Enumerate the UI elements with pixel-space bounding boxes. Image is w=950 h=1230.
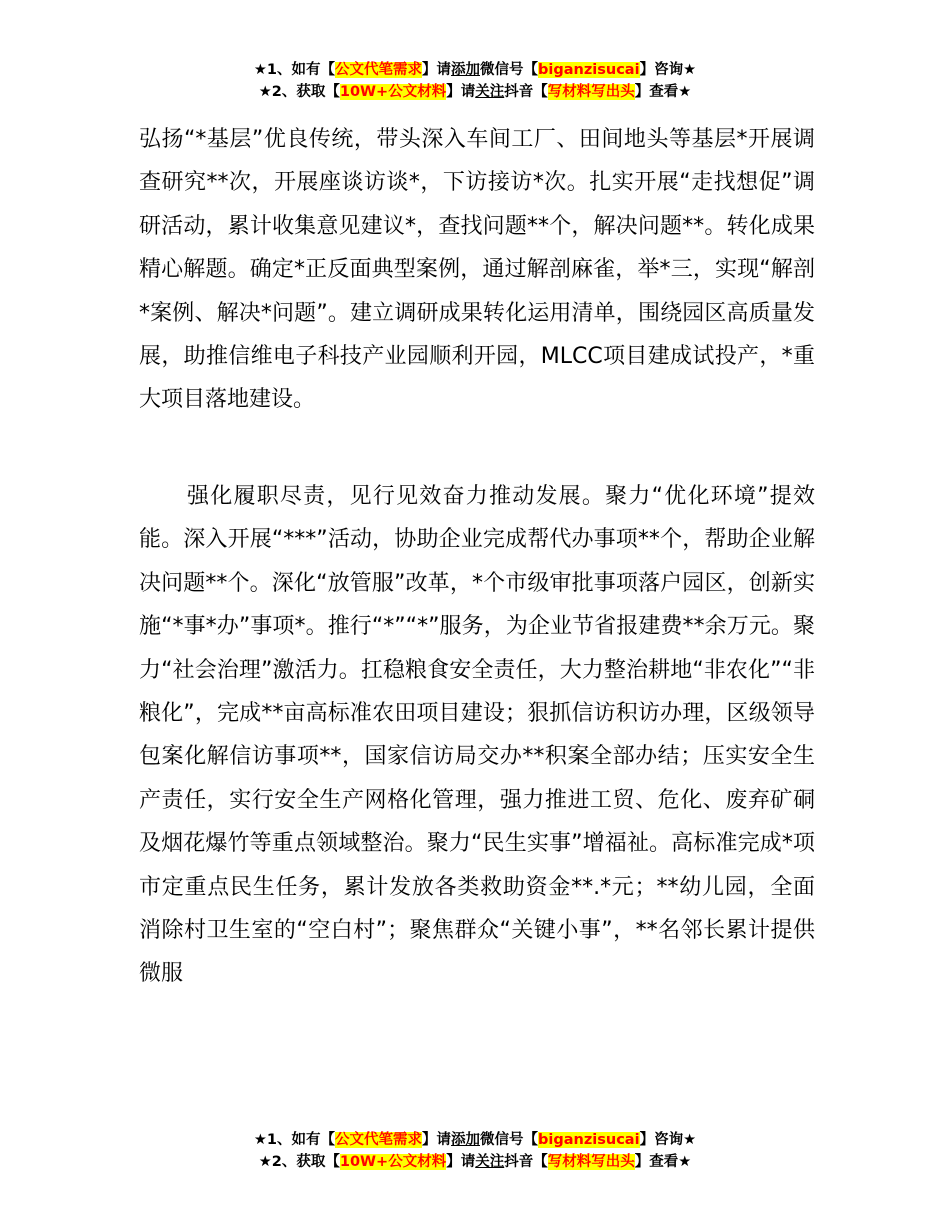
banner-underlined-text: 关注 bbox=[475, 1154, 505, 1170]
highlight-service: 公文代笔需求 bbox=[335, 1132, 423, 1148]
banner-underlined-text: 添加 bbox=[451, 62, 481, 78]
highlight-materials: 10W+公文材料 bbox=[339, 84, 447, 100]
banner-text: ★2、获取【 bbox=[258, 84, 340, 100]
banner-text: ★1、如有【 bbox=[253, 62, 336, 78]
highlight-materials: 10W+公文材料 bbox=[339, 1154, 447, 1170]
banner-text: 抖音【 bbox=[504, 84, 548, 100]
paragraph: 强化履职尽责，见行见效奋力推动发展。聚力“优化环境”提效能。深入开展“***”活动，协助企业完成帮代办事项**个，帮助企业解决问题**个。深化“放管服”改革，*个市级审批事项落户园区，创新实施“*事*办”事项*。推行“*”“*”服务，为企业节省报建费**余万元。聚力“社会治理”激活力。扛稳粮食安全责任，大力整治耕地“非农化”“非粮化”，完成**亩高标准农田项目建设；狠抓信访积访办理，区级领导包案化解信访事项**，国家信访局交办**积案全部办结；压实安全生产责任，实行安全生产网格化管理，强力推进工贸、危化、废弃矿硐及烟花爆竹等重点领域整治。聚力“民生实事”增福祉。高标准完成*项市定重点民生任务，累计发放各类救助资金**.*元；**幼儿园，全面消除村卫生室的“空白村”；聚焦群众“关键小事”，**名邻长累计提供微服 bbox=[139, 484, 815, 987]
banner-line-1 bbox=[0, 59, 950, 81]
banner-line-2 bbox=[0, 81, 950, 103]
banner-text: 抖音【 bbox=[504, 1154, 548, 1170]
footer-banner bbox=[0, 1129, 950, 1173]
highlight-wechat-id: biganzisucai bbox=[538, 1132, 640, 1148]
document-body bbox=[139, 118, 815, 422]
banner-text: ★1、如有【 bbox=[253, 1132, 336, 1148]
banner-line-1 bbox=[0, 1129, 950, 1151]
banner-text: 】咨询★ bbox=[639, 62, 697, 78]
banner-text: 】请 bbox=[422, 62, 452, 78]
banner-underlined-text: 添加 bbox=[451, 1132, 481, 1148]
paragraph: 弘扬“*基层”优良传统，带头深入车间工厂、田间地头等基层*开展调查研究**次，开展座谈访谈*，下访接访*次。扎实开展“走找想促”调研活动，累计收集意见建议*，查找问题**个，解决问题**。转化成果精心解题。确定*正反面典型案例，通过解剖麻雀，举*三，实现“解剖*案例、解决*问题”。建立调研成果转化运用清单，围绕园区高质量发展，助推信维电子科技产业园顺利开园，MLCC项目建成试投产，*重大项目落地建设。 bbox=[139, 127, 815, 413]
highlight-wechat-id: biganzisucai bbox=[538, 62, 640, 78]
banner-text: 】查看★ bbox=[634, 84, 692, 100]
banner-text: 】请 bbox=[422, 1132, 452, 1148]
highlight-service: 公文代笔需求 bbox=[335, 62, 423, 78]
banner-text: 】请 bbox=[446, 84, 476, 100]
banner-text: 微信号【 bbox=[480, 62, 539, 78]
highlight-douyin-account: 写材料写出头 bbox=[547, 84, 635, 100]
banner-text: 】查看★ bbox=[634, 1154, 692, 1170]
header-banner bbox=[0, 59, 950, 103]
banner-text: 】请 bbox=[446, 1154, 476, 1170]
document-body bbox=[139, 475, 815, 996]
highlight-douyin-account: 写材料写出头 bbox=[547, 1154, 635, 1170]
banner-text: ★2、获取【 bbox=[258, 1154, 340, 1170]
banner-text: 微信号【 bbox=[480, 1132, 539, 1148]
banner-underlined-text: 关注 bbox=[475, 84, 505, 100]
banner-line-2 bbox=[0, 1151, 950, 1173]
banner-text: 】咨询★ bbox=[639, 1132, 697, 1148]
